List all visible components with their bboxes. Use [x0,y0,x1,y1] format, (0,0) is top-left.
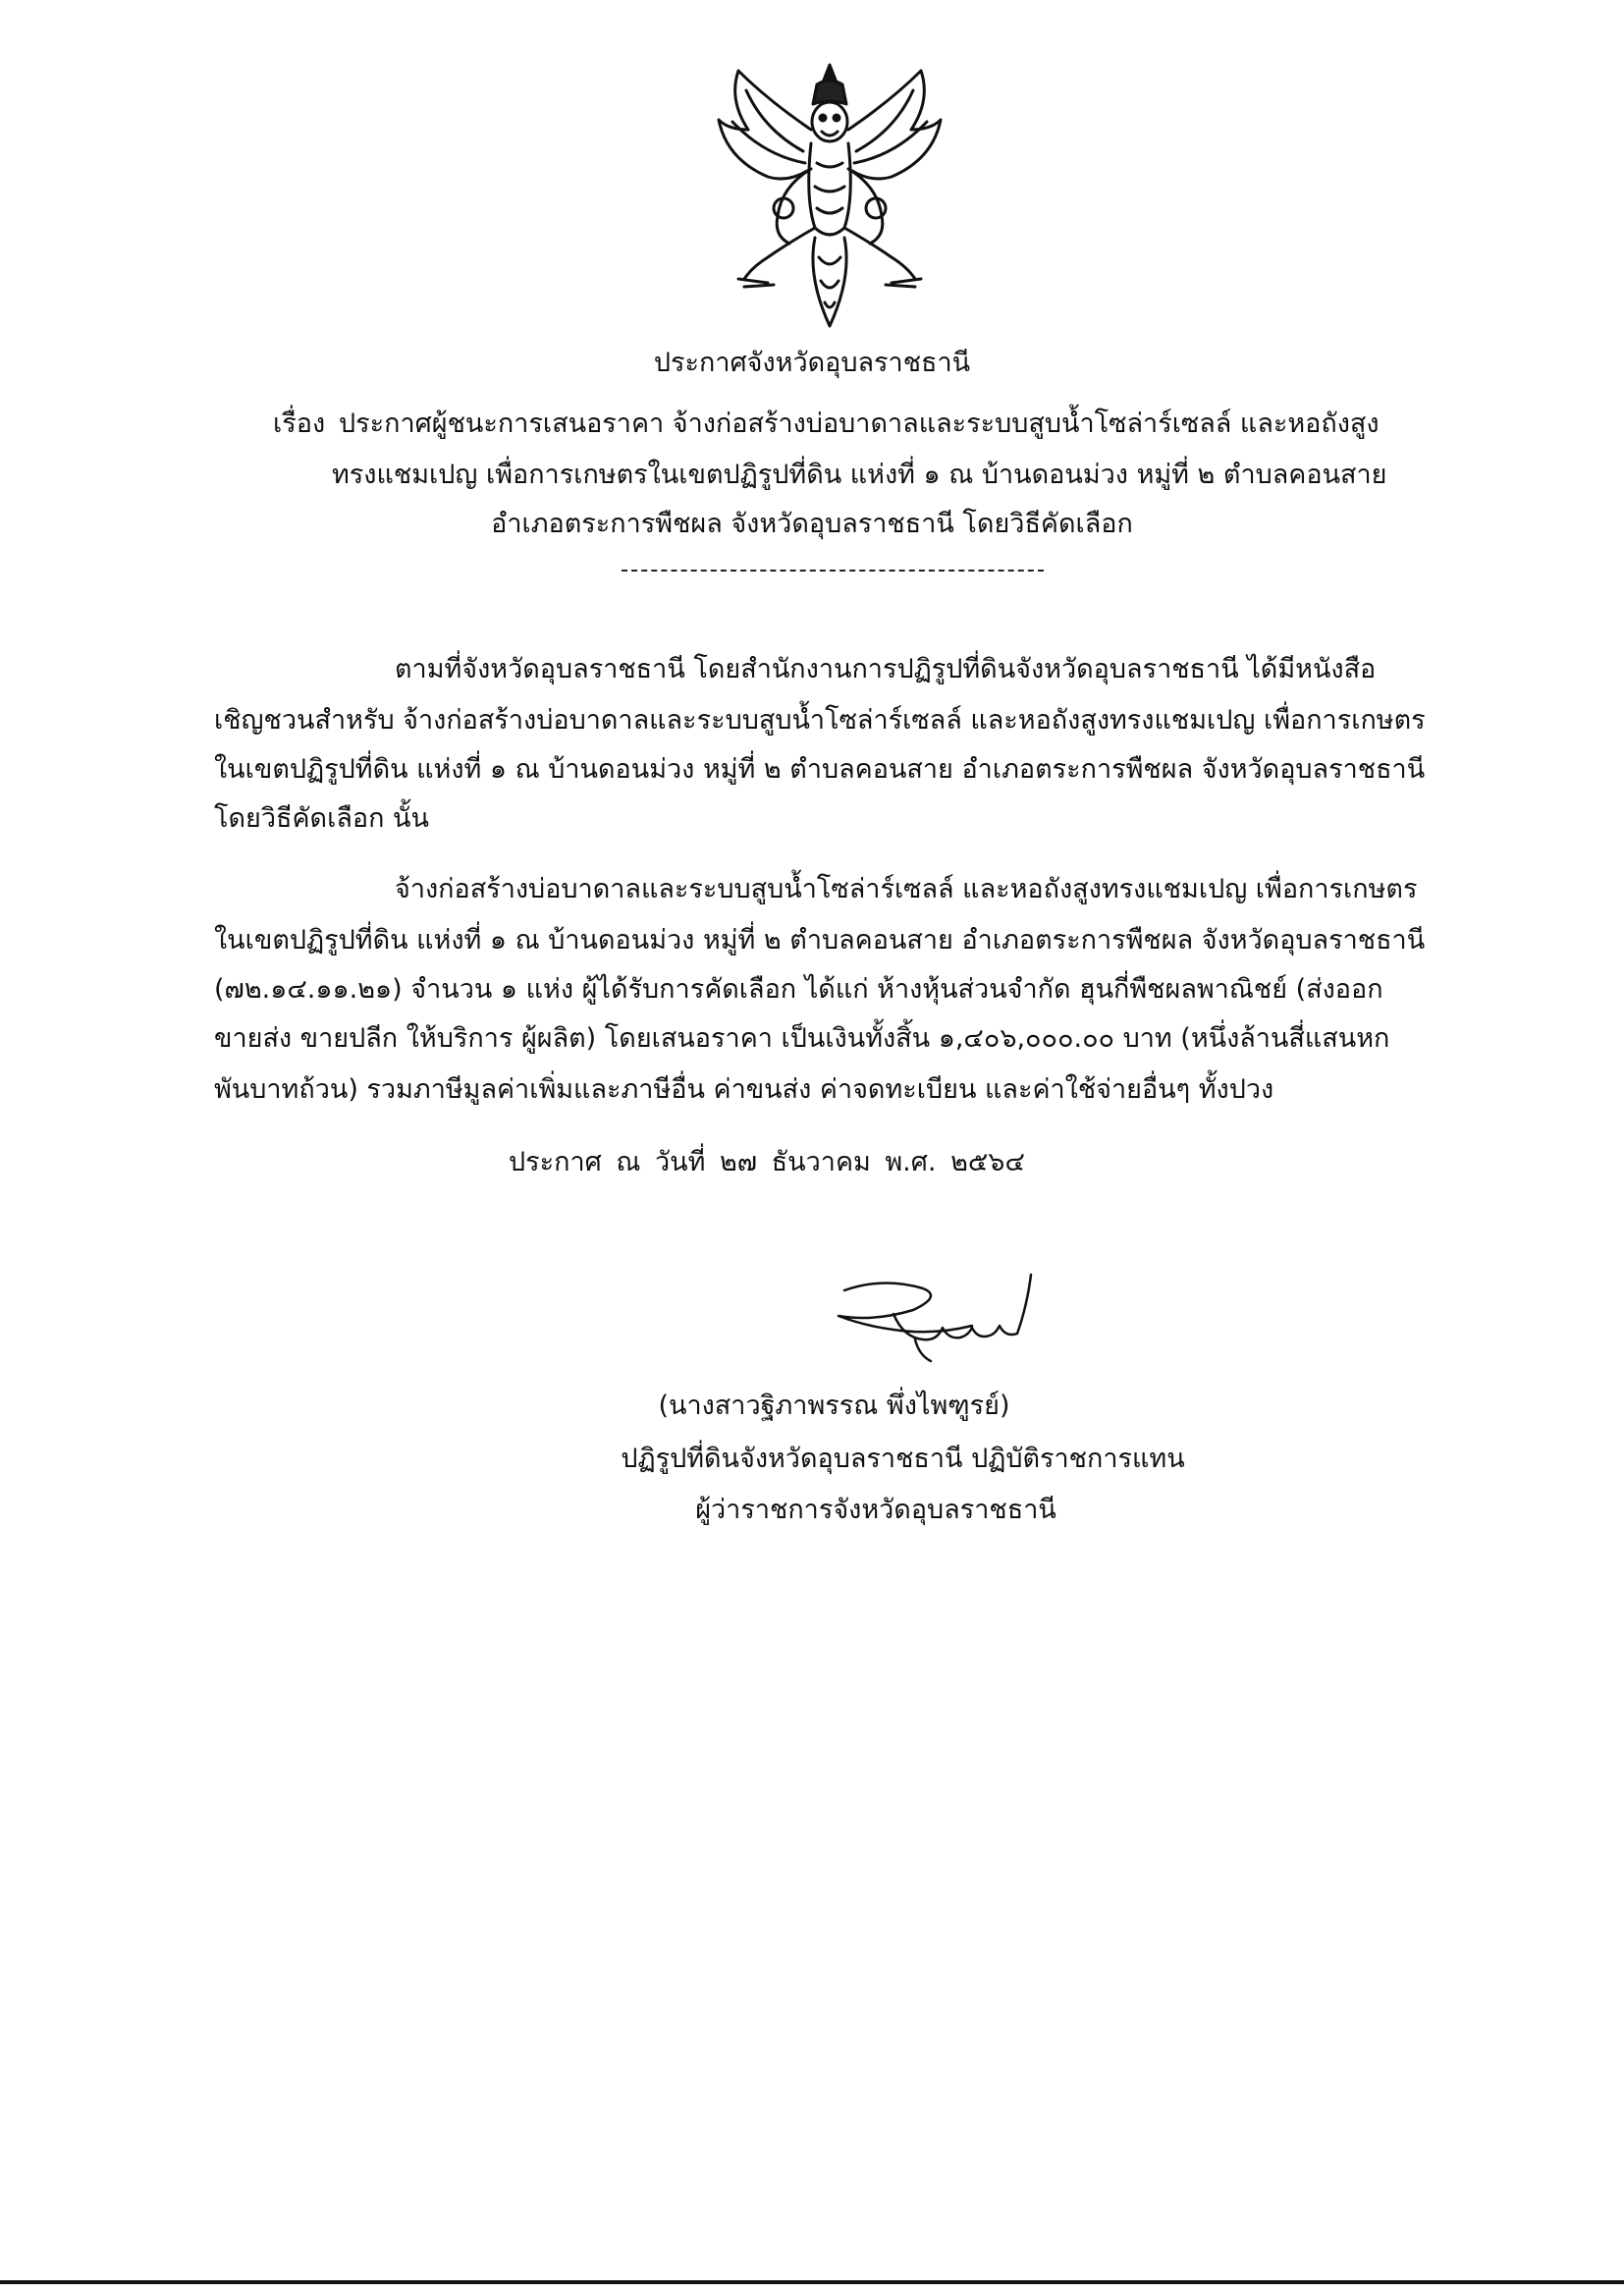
subject-line-3: อำเภอตระการพืชผล จังหวัดอุบลราชธานี โดยวิธีคัดเลือก [491,509,1133,539]
paragraph1-line-4: โดยวิธีคัดเลือก นั้น [214,803,429,834]
paragraph2-line-1: จ้างก่อสร้างบ่อบาดาลและระบบสูบน้ำโซล่าร์เซลล์ และหอถังสูงทรงแชมเปญ เพื่อการเกษตร [395,874,1418,904]
paragraph2-line-3: (๗๒.๑๔.๑๑.๒๑) จำนวน ๑ แห่ง ผู้ได้รับการคัดเลือก ได้แก่ ห้างหุ้นส่วนจำกัด ฮุนกี่พืชผลพาณิชย์ (ส่งออก [214,974,1383,1005]
paragraph1-line-1: ตามที่จังหวัดอุบลราชธานี โดยสำนักงานการปฏิรูปที่ดินจังหวัดอุบลราชธานี ได้มีหนังสือ [395,654,1377,684]
subject-line-1: ประกาศผู้ชนะการเสนอราคา จ้างก่อสร้างบ่อบาดาลและระบบสูบน้ำโซล่าร์เซลล์ และหอถังสูง [339,409,1380,439]
page-title: ประกาศจังหวัดอุบลราชธานี [653,348,971,378]
subject-line-2: ทรงแชมเปญ เพื่อการเกษตรในเขตปฏิรูปที่ดิน แห่งที่ ๑ ณ บ้านดอนม่วง หมู่ที่ ๒ ตำบลคอนสาย [332,460,1387,490]
paragraph2-line-2: ในเขตปฏิรูปที่ดิน แห่งที่ ๑ ณ บ้านดอนม่วง หมู่ที่ ๒ ตำบลคอนสาย อำเภอตระการพืชผล จังหวัดอุบลราชธานี [214,925,1426,956]
paragraph1-line-3: ในเขตปฏิรูปที่ดิน แห่งที่ ๑ ณ บ้านดอนม่วง หมู่ที่ ๒ ตำบลคอนสาย อำเภอตระการพืชผล จังหวัดอุบลราชธานี [214,754,1426,785]
paragraph1-line-2: เชิญชวนสำหรับ จ้างก่อสร้างบ่อบาดาลและระบบสูบน้ำโซล่าร์เซลล์ และหอถังสูงทรงแชมเปญ เพื่อการเกษตร [214,705,1426,736]
signatory-position-2: ผู้ว่าราชการจังหวัดอุบลราชธานี [695,1495,1056,1525]
announce-date: ประกาศ ณ วันที่ ๒๗ ธันวาคม พ.ศ. ๒๕๖๔ [509,1147,1025,1177]
bottom-scan-edge [0,2280,1624,2284]
signatory-position-1: ปฏิรูปที่ดินจังหวัดอุบลราชธานี ปฏิบัติราชการแทน [621,1444,1185,1474]
handwritten-signature-icon [825,1267,1060,1375]
paragraph2-line-4: ขายส่ง ขายปลีก ให้บริการ ผู้ผลิต) โดยเสนอราคา เป็นเงินทั้งสิ้น ๑,๔๐๖,๐๐๐.๐๐ บาท (หนึ่งล้านสี่แสนหก [214,1023,1390,1054]
subject-label: เรื่อง [273,409,326,439]
paragraph2-line-5: พันบาทถ้วน) รวมภาษีมูลค่าเพิ่มและภาษีอื่น ค่าขนส่ง ค่าจดทะเบียน และค่าใช้จ่ายอื่นๆ ทั้งปวง [214,1074,1274,1105]
dashed-divider [622,570,1044,572]
garuda-emblem-icon [709,61,950,336]
signatory-name: (นางสาวฐิภาพรรณ พึ่งไพฑูรย์) [658,1391,1010,1421]
